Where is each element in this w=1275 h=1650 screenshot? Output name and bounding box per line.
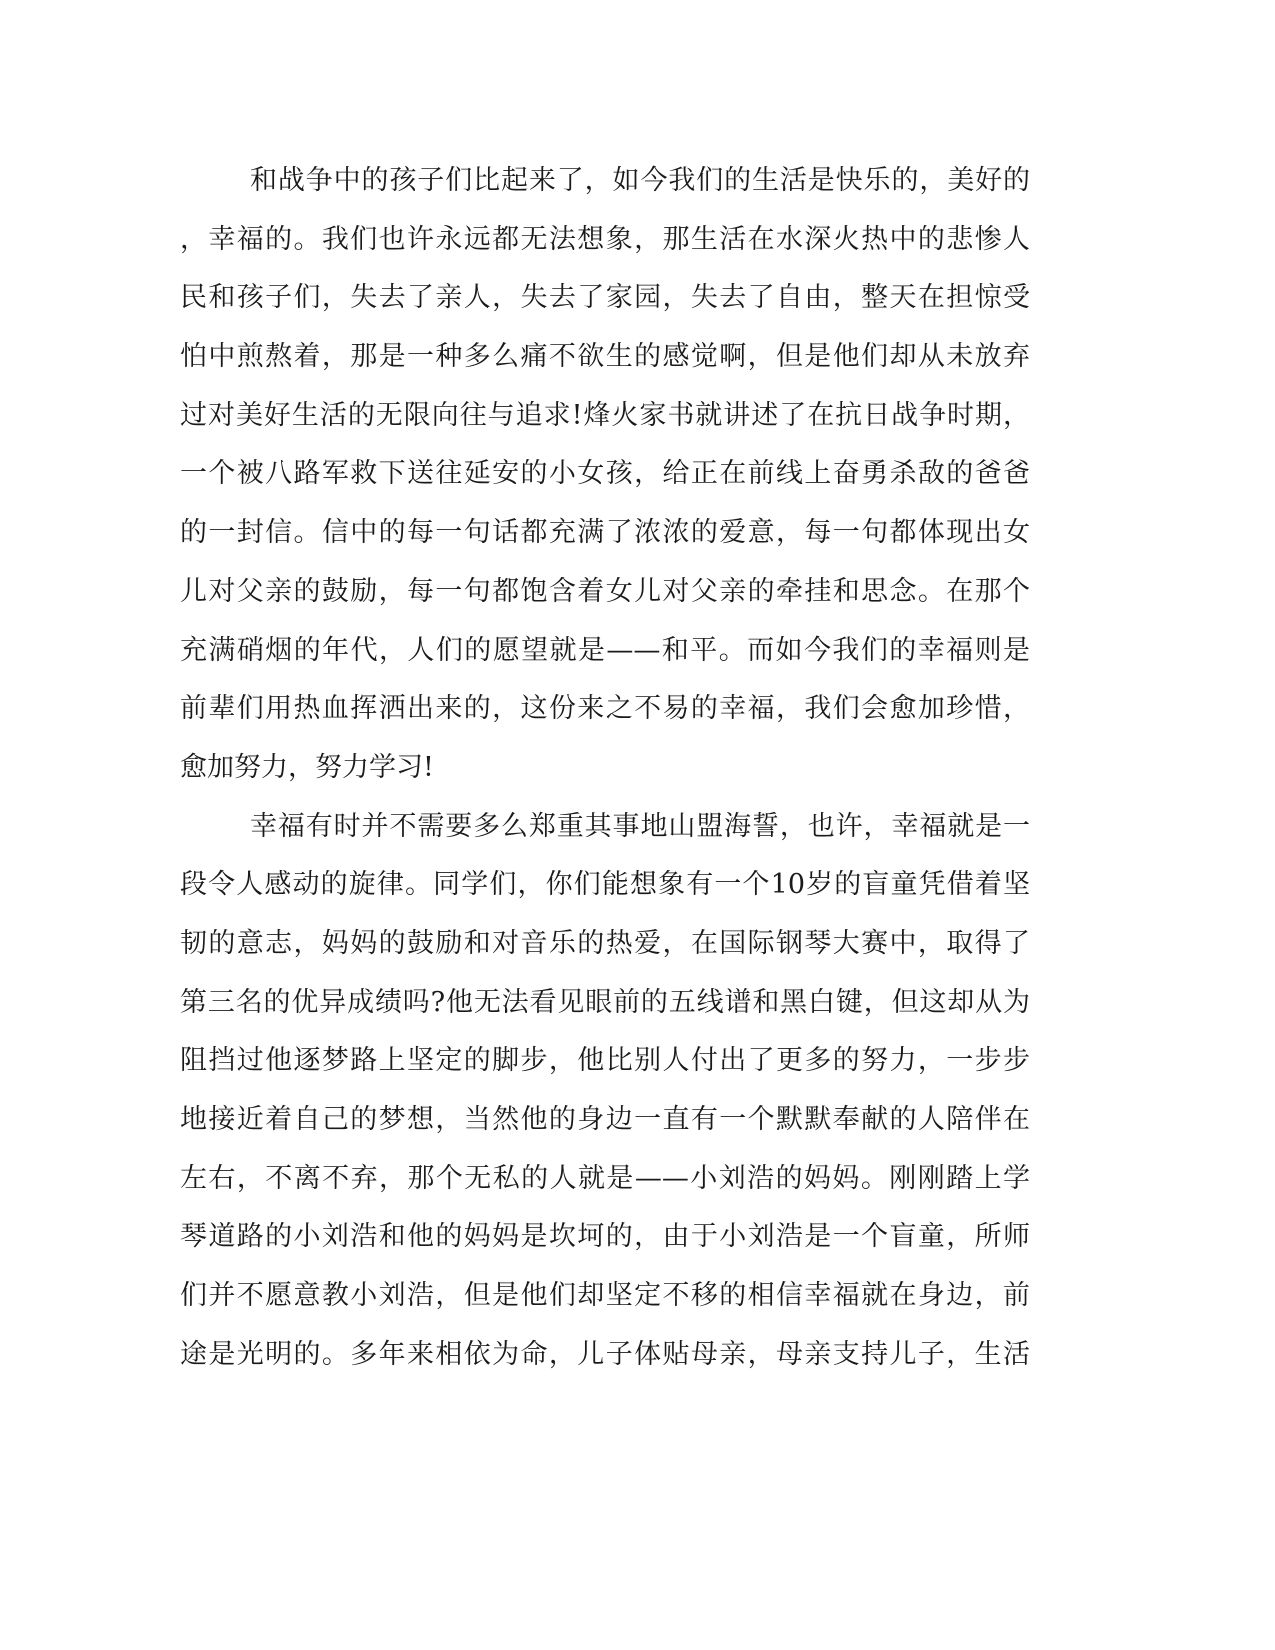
- paragraph-1-line-10: 前辈们用热血挥洒出来的，这份来之不易的幸福，我们会愈加珍惜，: [180, 693, 1030, 725]
- paragraph-2-line-2: 段令人感动的旋律。同学们，你们能想象有一个10岁的盲童凭借着坚: [180, 869, 1030, 901]
- paragraph-2-line-1: 幸福有时并不需要多么郑重其事地山盟海誓，也许，幸福就是一: [250, 810, 1030, 842]
- paragraph-1-line-2: ，幸福的。我们也许永远都无法想象，那生活在水深火热中的悲惨人: [180, 223, 1030, 255]
- paragraph-1-line-3: 民和孩子们，失去了亲人，失去了家园，失去了自由，整天在担惊受: [180, 282, 1030, 314]
- paragraph-1-line-1: 和战争中的孩子们比起来了，如今我们的生活是快乐的，美好的: [250, 165, 1030, 196]
- paragraph-2-line-7: 左右，不离不弃，那个无私的人就是——小刘浩的妈妈。刚刚踏上学: [180, 1162, 1030, 1194]
- paragraph-2-line-5: 阻挡过他逐梦路上坚定的脚步，他比别人付出了更多的努力，一步步: [180, 1045, 1030, 1077]
- paragraph-1-line-6: 一个被八路军救下送往延安的小女孩，给正在前线上奋勇杀敌的爸爸: [180, 458, 1030, 490]
- paragraph-2-line-6: 地接近着自己的梦想，当然他的身边一直有一个默默奉献的人陪伴在: [180, 1104, 1030, 1135]
- body-text: [180, 152, 1030, 1384]
- paragraph-1-line-11: 愈加努力，努力学习!: [180, 751, 434, 783]
- paragraph-1-line-8: 儿对父亲的鼓励，每一句都饱含着女儿对父亲的牵挂和思念。在那个: [180, 575, 1030, 607]
- paragraph-1-line-7: 的一封信。信中的每一句话都充满了浓浓的爱意，每一句都体现出女: [180, 517, 1030, 549]
- paragraph-1-line-4: 怕中煎熬着，那是一种多么痛不欲生的感觉啊，但是他们却从未放弃: [180, 341, 1030, 373]
- paragraph-2-line-8: 琴道路的小刘浩和他的妈妈是坎坷的，由于小刘浩是一个盲童，所师: [180, 1221, 1030, 1253]
- paragraph-1-line-9: 充满硝烟的年代，人们的愿望就是——和平。而如今我们的幸福则是: [180, 634, 1030, 666]
- paragraph-2-line-4: 第三名的优异成绩吗?他无法看见眼前的五线谱和黑白键，但这却从为: [180, 986, 1030, 1018]
- paragraph-2-line-9: 们并不愿意教小刘浩，但是他们却坚定不移的相信幸福就在身边，前: [180, 1280, 1030, 1312]
- paragraph-2-line-10: 途是光明的。多年来相依为命，儿子体贴母亲，母亲支持儿子，生活: [180, 1338, 1030, 1370]
- paragraph-1-line-5: 过对美好生活的无限向往与追求!烽火家书就讲述了在抗日战争时期，: [180, 399, 1030, 431]
- paragraph-2-line-3: 韧的意志，妈妈的鼓励和对音乐的热爱，在国际钢琴大赛中，取得了: [180, 927, 1030, 959]
